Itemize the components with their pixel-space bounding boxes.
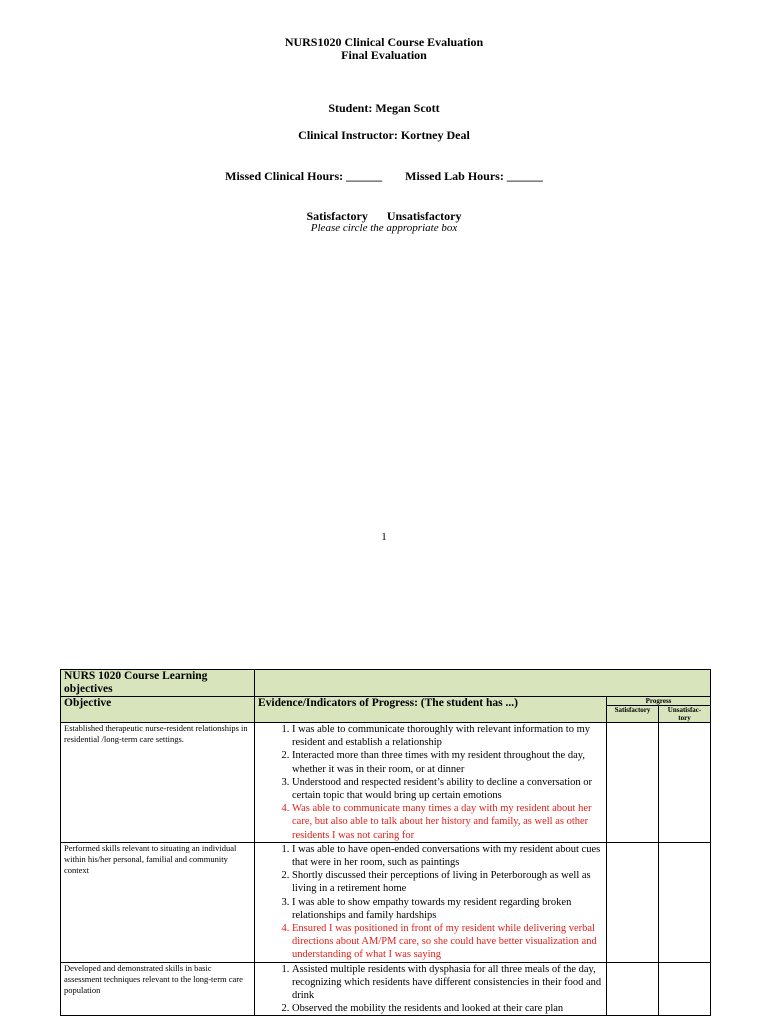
- unsatisfactory-checkbox-cell[interactable]: [659, 842, 711, 962]
- document-subtitle: Final Evaluation: [341, 48, 427, 62]
- evidence-header: Evidence/Indicators of Progress: (The student has ...): [255, 697, 607, 723]
- evidence-item: 2. Observed the mobility the residents and looked at their care plan: [292, 1002, 603, 1015]
- evidence-item-highlighted: 4. Was able to communicate many times a day with my resident about her care, but also able to talk about her history and family, as well as other residents I was not caring for: [292, 802, 603, 842]
- circle-instruction: Please circle the appropriate box: [310, 222, 458, 234]
- satisfactory-option: Satisfactory: [306, 209, 368, 223]
- table-row: [61, 723, 711, 843]
- evidence-item: 1. I was able to communicate thoroughly with relevant information to my resident and establish a relationship: [292, 723, 603, 749]
- objective-cell: Performed skills relevant to situating an individual within his/her personal, familial and community context: [61, 842, 255, 962]
- evidence-item: 1. I was able to have open-ended conversations with my resident about cues that were in her room, such as paintings: [292, 843, 603, 869]
- evidence-item: 1. Assisted multiple residents with dysphasia for all three meals of the day, recognizing which residents have different consistencies in their food and drink: [292, 963, 603, 1003]
- page-number: 1: [381, 531, 387, 543]
- missed-lab-hours: Missed Lab Hours: ______: [405, 169, 543, 183]
- objective-cell: Established therapeutic nurse-resident relationships in residential /long-term care settings.: [61, 723, 255, 843]
- student-name: Student: Megan Scott: [328, 101, 440, 115]
- table-row: [61, 962, 711, 1016]
- evaluation-table: [60, 669, 711, 1016]
- evidence-item: 2. Interacted more than three times with my resident throughout the day, whether it was in their room, or at dinner: [292, 749, 603, 775]
- evidence-cell: [255, 723, 607, 843]
- clinical-instructor: Clinical Instructor: Kortney Deal: [298, 128, 470, 142]
- evidence-cell: [255, 962, 607, 1016]
- missed-hours-line: [0, 169, 768, 184]
- table-row: [61, 842, 711, 962]
- unsatisfactory-checkbox-cell[interactable]: [659, 962, 711, 1016]
- evidence-item-highlighted: 4. Ensured I was positioned in front of my resident while delivering verbal directions about AM/PM care, so she could have better visualization and understanding of what I was saying: [292, 922, 603, 962]
- unsatisfactory-option: Unsatisfactory: [386, 209, 462, 223]
- objective-cell: Developed and demonstrated skills in basic assessment techniques relevant to the long-term care population: [61, 962, 255, 1016]
- evidence-item: 2. Shortly discussed their perceptions of living in Peterborough as well as living in a retirement home: [292, 869, 603, 895]
- course-objectives-header: NURS 1020 Course Learning objectives: [61, 670, 255, 697]
- progress-header: Progress: [607, 697, 711, 706]
- satisfactory-checkbox-cell[interactable]: [607, 723, 659, 843]
- satisfactory-column-header: Satisfactory: [607, 706, 659, 723]
- document-title: NURS1020 Clinical Course Evaluation: [284, 35, 484, 49]
- unsatisfactory-column-header: Unsatisfac-tory: [659, 706, 711, 723]
- unsatisfactory-checkbox-cell[interactable]: [659, 723, 711, 843]
- evidence-item: 3. I was able to show empathy towards my resident regarding broken relationships and family hardships: [292, 896, 603, 922]
- evidence-item: 3. Understood and respected resident’s ability to decline a conversation or certain topic that would bring up certain emotions: [292, 776, 603, 802]
- header-blank-cell: [255, 670, 711, 697]
- evidence-cell: [255, 842, 607, 962]
- missed-clinical-hours: Missed Clinical Hours: ______: [225, 169, 383, 183]
- objective-header: Objective: [61, 697, 255, 723]
- satisfactory-checkbox-cell[interactable]: [607, 842, 659, 962]
- satisfactory-checkbox-cell[interactable]: [607, 962, 659, 1016]
